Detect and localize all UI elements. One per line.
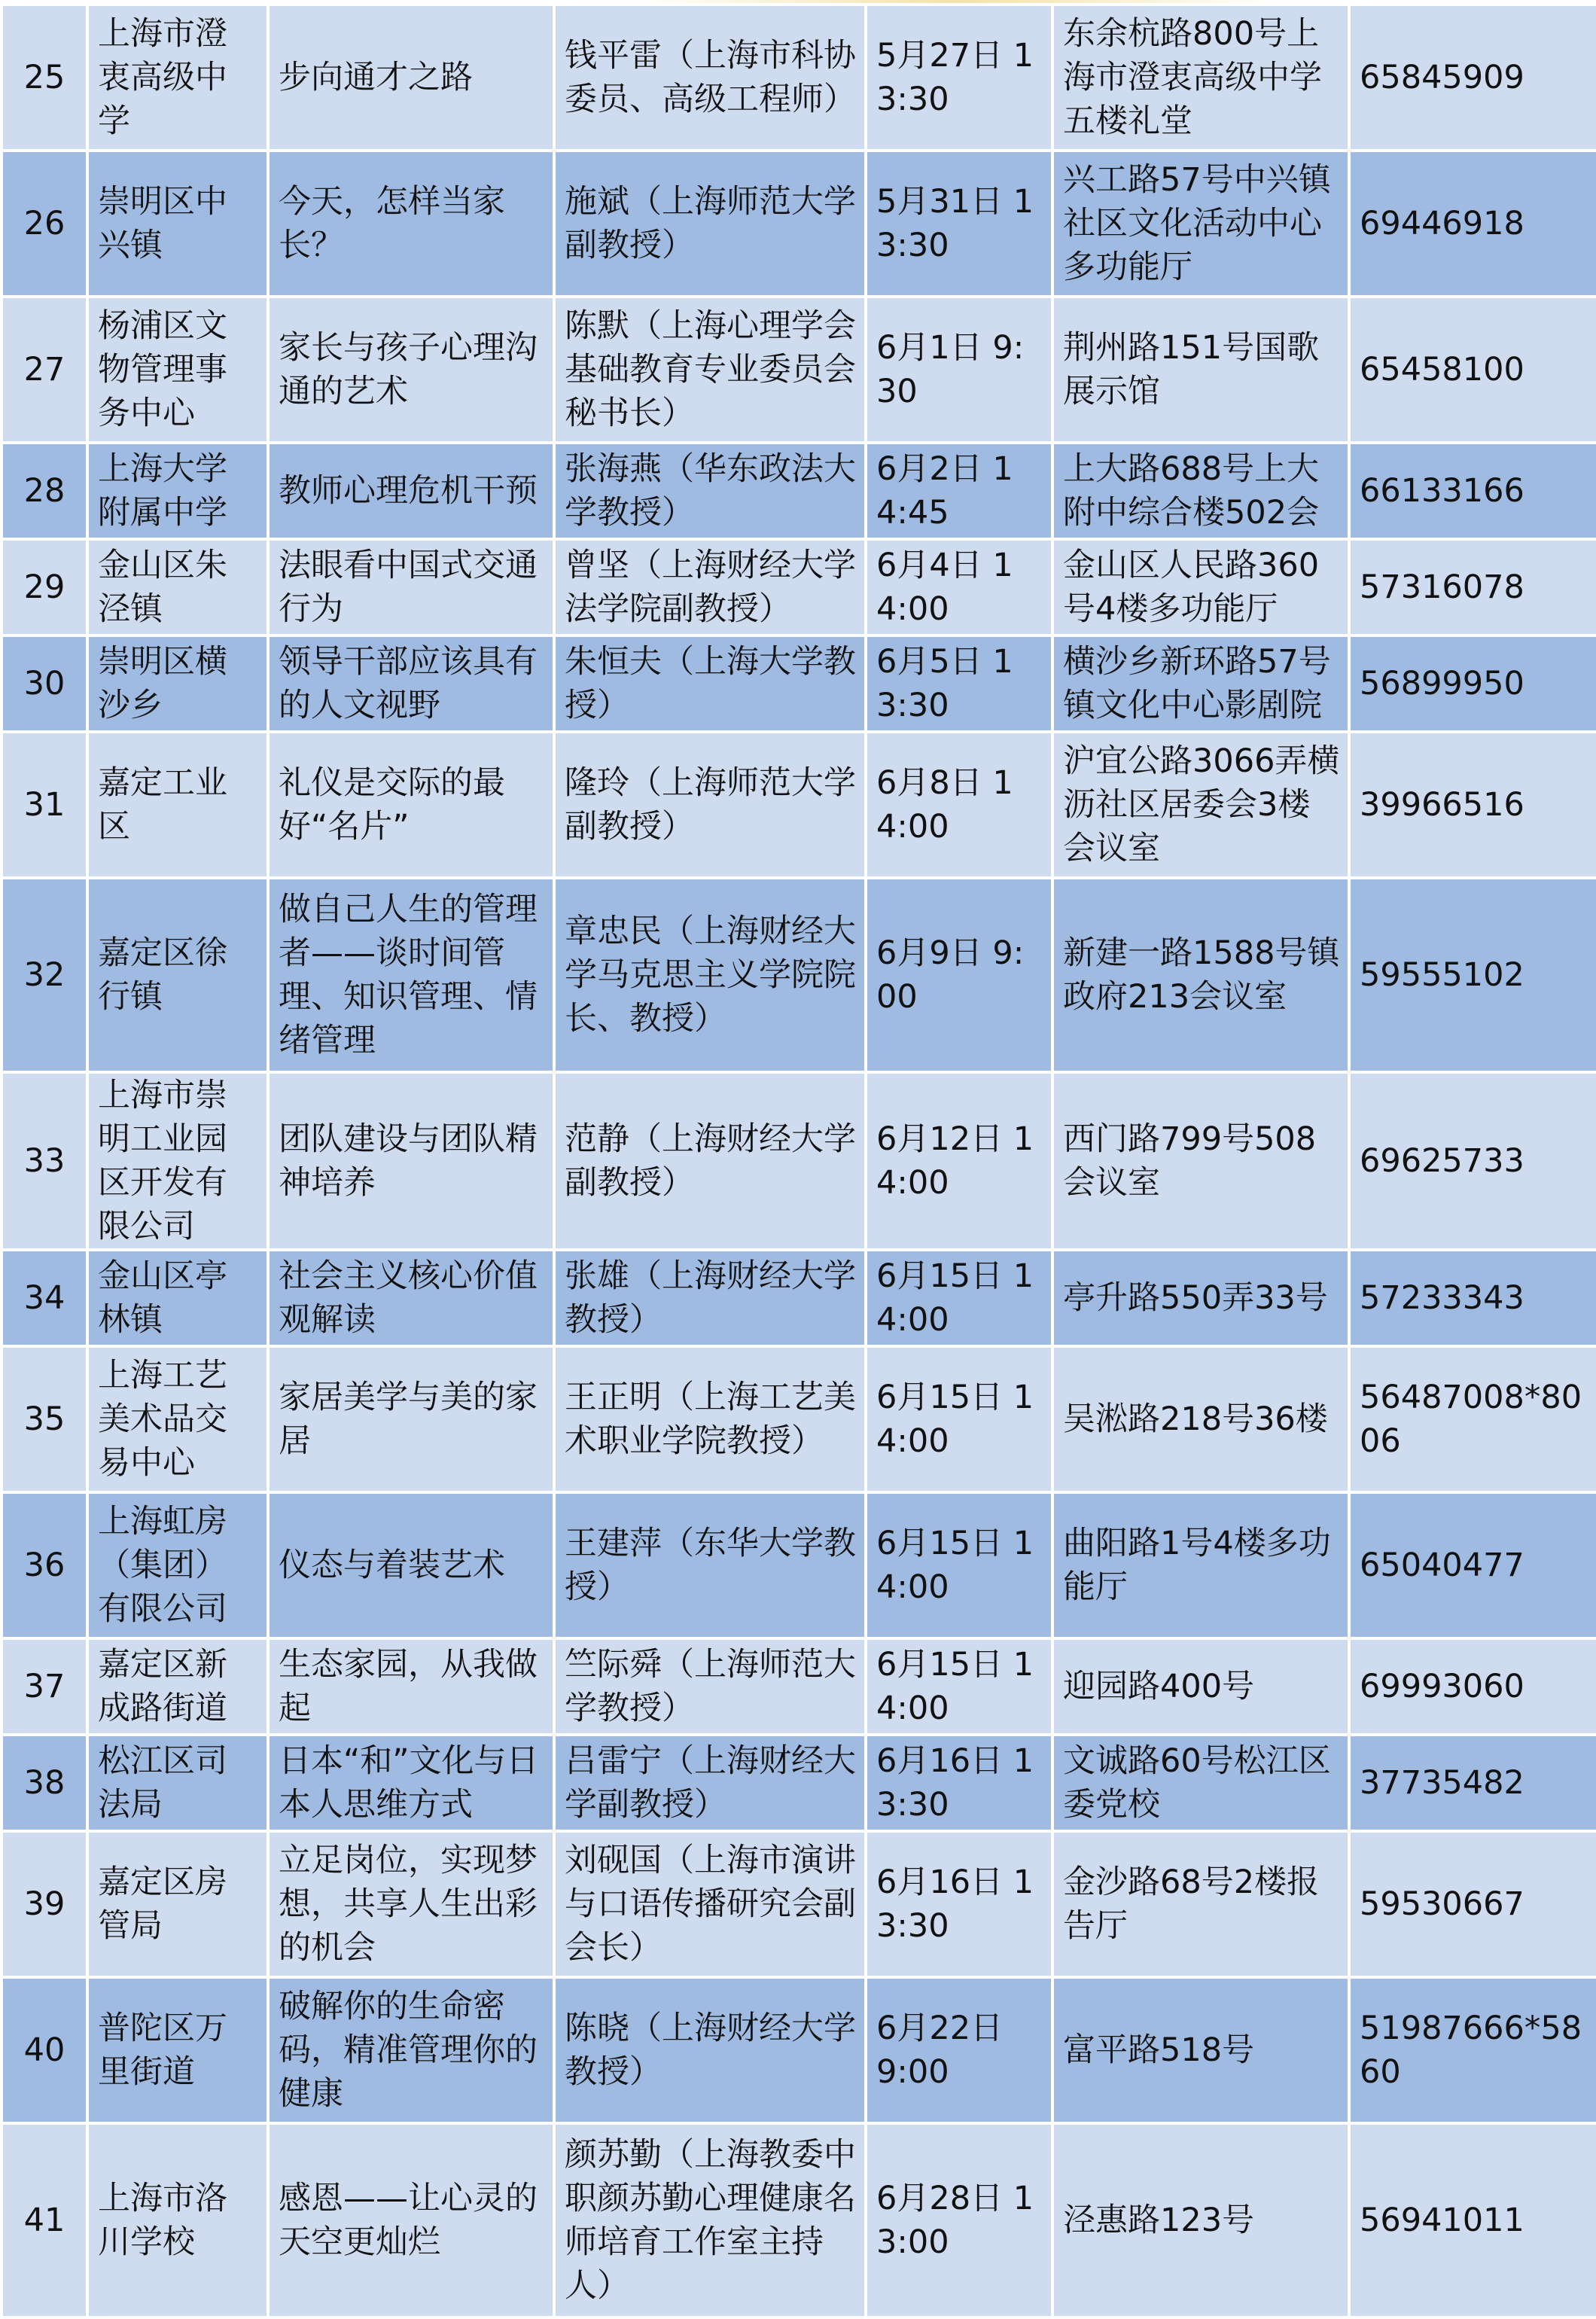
topic-cell: 做自己人生的管理者——谈时间管理、知识管理、情绪管理 — [268, 878, 554, 1072]
phone-cell: 59530667 — [1349, 1831, 1596, 1977]
topic-cell: 社会主义核心价值观解读 — [268, 1250, 554, 1346]
table-row — [2, 539, 1596, 635]
address-cell: 泾惠路123号 — [1052, 2123, 1349, 2317]
venue-cell: 金山区亭林镇 — [87, 1250, 268, 1346]
speaker-cell: 吕雷宁（上海财经大学副教授） — [554, 1735, 866, 1831]
address-cell: 富平路518号 — [1052, 1977, 1349, 2123]
address-cell: 沪宜公路3066弄横沥社区居委会3楼会议室 — [1052, 732, 1349, 878]
phone-cell: 39966516 — [1349, 732, 1596, 878]
address-cell: 曲阳路1号4楼多功能厅 — [1052, 1492, 1349, 1638]
venue-cell: 金山区朱泾镇 — [87, 539, 268, 635]
row-number: 34 — [2, 1250, 87, 1346]
topic-cell: 步向通才之路 — [268, 5, 554, 151]
phone-cell: 65845909 — [1349, 5, 1596, 151]
speaker-cell: 钱平雷（上海市科协委员、高级工程师） — [554, 5, 866, 151]
row-number: 36 — [2, 1492, 87, 1638]
datetime-cell: 6月15日 14:00 — [866, 1346, 1052, 1492]
speaker-cell: 陈默（上海心理学会基础教育专业委员会秘书长） — [554, 297, 866, 443]
venue-cell: 崇明区中兴镇 — [87, 151, 268, 297]
row-number: 40 — [2, 1977, 87, 2123]
venue-cell: 嘉定区新成路街道 — [87, 1638, 268, 1735]
phone-cell: 37735482 — [1349, 1735, 1596, 1831]
speaker-cell: 王正明（上海工艺美术职业学院教授） — [554, 1346, 866, 1492]
datetime-cell: 6月15日 14:00 — [866, 1492, 1052, 1638]
topic-cell: 团队建设与团队精神培养 — [268, 1072, 554, 1250]
topic-cell: 生态家园，从我做起 — [268, 1638, 554, 1735]
phone-cell: 56941011 — [1349, 2123, 1596, 2317]
venue-cell: 上海市澄衷高级中学 — [87, 5, 268, 151]
table-row — [2, 2123, 1596, 2317]
table-row — [2, 5, 1596, 151]
datetime-cell: 6月8日 14:00 — [866, 732, 1052, 878]
address-cell: 新建一路1588号镇政府213会议室 — [1052, 878, 1349, 1072]
topic-cell: 破解你的生命密码，精准管理你的健康 — [268, 1977, 554, 2123]
lecture-schedule-table — [0, 3, 1596, 2319]
datetime-cell: 6月15日 14:00 — [866, 1250, 1052, 1346]
row-number: 35 — [2, 1346, 87, 1492]
topic-cell: 家长与孩子心理沟通的艺术 — [268, 297, 554, 443]
table-row — [2, 732, 1596, 878]
topic-cell: 法眼看中国式交通行为 — [268, 539, 554, 635]
table-row — [2, 635, 1596, 732]
row-number: 32 — [2, 878, 87, 1072]
phone-cell: 69446918 — [1349, 151, 1596, 297]
phone-cell: 69625733 — [1349, 1072, 1596, 1250]
speaker-cell: 王建萍（东华大学教授） — [554, 1492, 866, 1638]
datetime-cell: 6月15日 14:00 — [866, 1638, 1052, 1735]
datetime-cell: 6月9日 9:00 — [866, 878, 1052, 1072]
venue-cell: 嘉定区徐行镇 — [87, 878, 268, 1072]
venue-cell: 嘉定区房管局 — [87, 1831, 268, 1977]
speaker-cell: 朱恒夫（上海大学教授） — [554, 635, 866, 732]
datetime-cell: 6月16日 13:30 — [866, 1735, 1052, 1831]
datetime-cell: 6月28日 13:00 — [866, 2123, 1052, 2317]
datetime-cell: 6月22日 9:00 — [866, 1977, 1052, 2123]
topic-cell: 教师心理危机干预 — [268, 443, 554, 539]
table-row — [2, 151, 1596, 297]
venue-cell: 上海工艺美术品交易中心 — [87, 1346, 268, 1492]
row-number: 28 — [2, 443, 87, 539]
venue-cell: 松江区司法局 — [87, 1735, 268, 1831]
datetime-cell: 6月4日 14:00 — [866, 539, 1052, 635]
address-cell: 东余杭路800号上海市澄衷高级中学五楼礼堂 — [1052, 5, 1349, 151]
phone-cell: 66133166 — [1349, 443, 1596, 539]
table-row — [2, 1831, 1596, 1977]
row-number: 39 — [2, 1831, 87, 1977]
datetime-cell: 5月31日 13:30 — [866, 151, 1052, 297]
phone-cell: 69993060 — [1349, 1638, 1596, 1735]
table-body — [2, 5, 1596, 2317]
topic-cell: 仪态与着装艺术 — [268, 1492, 554, 1638]
address-cell: 亭升路550弄33号 — [1052, 1250, 1349, 1346]
phone-cell: 56899950 — [1349, 635, 1596, 732]
table-row — [2, 1977, 1596, 2123]
table-row — [2, 297, 1596, 443]
topic-cell: 领导干部应该具有的人文视野 — [268, 635, 554, 732]
phone-cell: 56487008*8006 — [1349, 1346, 1596, 1492]
speaker-cell: 章忠民（上海财经大学马克思主义学院院长、教授） — [554, 878, 866, 1072]
row-number: 30 — [2, 635, 87, 732]
table-row — [2, 1492, 1596, 1638]
topic-cell: 立足岗位，实现梦想，共享人生出彩的机会 — [268, 1831, 554, 1977]
table-row — [2, 1072, 1596, 1250]
topic-cell: 日本“和”文化与日本人思维方式 — [268, 1735, 554, 1831]
address-cell: 文诚路60号松江区委党校 — [1052, 1735, 1349, 1831]
table-row — [2, 1346, 1596, 1492]
table-row — [2, 1638, 1596, 1735]
row-number: 38 — [2, 1735, 87, 1831]
table-row — [2, 443, 1596, 539]
row-number: 25 — [2, 5, 87, 151]
venue-cell: 上海大学附属中学 — [87, 443, 268, 539]
speaker-cell: 刘砚国（上海市演讲与口语传播研究会副会长） — [554, 1831, 866, 1977]
table-row — [2, 878, 1596, 1072]
phone-cell: 65458100 — [1349, 297, 1596, 443]
speaker-cell: 曾坚（上海财经大学法学院副教授） — [554, 539, 866, 635]
speaker-cell: 张雄（上海财经大学教授） — [554, 1250, 866, 1346]
venue-cell: 杨浦区文物管理事务中心 — [87, 297, 268, 443]
phone-cell: 59555102 — [1349, 878, 1596, 1072]
address-cell: 吴淞路218号36楼 — [1052, 1346, 1349, 1492]
speaker-cell: 范静（上海财经大学副教授） — [554, 1072, 866, 1250]
venue-cell: 嘉定工业区 — [87, 732, 268, 878]
phone-cell: 57233343 — [1349, 1250, 1596, 1346]
venue-cell: 崇明区横沙乡 — [87, 635, 268, 732]
topic-cell: 感恩——让心灵的天空更灿烂 — [268, 2123, 554, 2317]
address-cell: 兴工路57号中兴镇社区文化活动中心多功能厅 — [1052, 151, 1349, 297]
venue-cell: 上海市洛川学校 — [87, 2123, 268, 2317]
datetime-cell: 5月27日 13:30 — [866, 5, 1052, 151]
datetime-cell: 6月2日 14:45 — [866, 443, 1052, 539]
address-cell: 横沙乡新环路57号镇文化中心影剧院 — [1052, 635, 1349, 732]
address-cell: 金山区人民路360号4楼多功能厅 — [1052, 539, 1349, 635]
speaker-cell: 竺际舜（上海师范大学教授） — [554, 1638, 866, 1735]
datetime-cell: 6月16日 13:30 — [866, 1831, 1052, 1977]
speaker-cell: 张海燕（华东政法大学教授） — [554, 443, 866, 539]
speaker-cell: 隆玲（上海师范大学副教授） — [554, 732, 866, 878]
phone-cell: 65040477 — [1349, 1492, 1596, 1638]
phone-cell: 51987666*5860 — [1349, 1977, 1596, 2123]
speaker-cell: 颜苏勤（上海教委中职颜苏勤心理健康名师培育工作室主持人） — [554, 2123, 866, 2317]
speaker-cell: 陈晓（上海财经大学教授） — [554, 1977, 866, 2123]
address-cell: 荆州路151号国歌展示馆 — [1052, 297, 1349, 443]
topic-cell: 今天，怎样当家长？ — [268, 151, 554, 297]
address-cell: 金沙路68号2楼报告厅 — [1052, 1831, 1349, 1977]
address-cell: 西门路799号508会议室 — [1052, 1072, 1349, 1250]
address-cell: 上大路688号上大附中综合楼502会 — [1052, 443, 1349, 539]
phone-cell: 57316078 — [1349, 539, 1596, 635]
topic-cell: 礼仪是交际的最好“名片” — [268, 732, 554, 878]
row-number: 37 — [2, 1638, 87, 1735]
table-row — [2, 1735, 1596, 1831]
speaker-cell: 施斌（上海师范大学副教授） — [554, 151, 866, 297]
row-number: 29 — [2, 539, 87, 635]
venue-cell: 普陀区万里街道 — [87, 1977, 268, 2123]
datetime-cell: 6月12日 14:00 — [866, 1072, 1052, 1250]
venue-cell: 上海虹房（集团）有限公司 — [87, 1492, 268, 1638]
row-number: 27 — [2, 297, 87, 443]
venue-cell: 上海市崇明工业园区开发有限公司 — [87, 1072, 268, 1250]
table-row — [2, 1250, 1596, 1346]
datetime-cell: 6月5日 13:30 — [866, 635, 1052, 732]
datetime-cell: 6月1日 9:30 — [866, 297, 1052, 443]
row-number: 26 — [2, 151, 87, 297]
row-number: 41 — [2, 2123, 87, 2317]
address-cell: 迎园路400号 — [1052, 1638, 1349, 1735]
row-number: 31 — [2, 732, 87, 878]
topic-cell: 家居美学与美的家居 — [268, 1346, 554, 1492]
row-number: 33 — [2, 1072, 87, 1250]
